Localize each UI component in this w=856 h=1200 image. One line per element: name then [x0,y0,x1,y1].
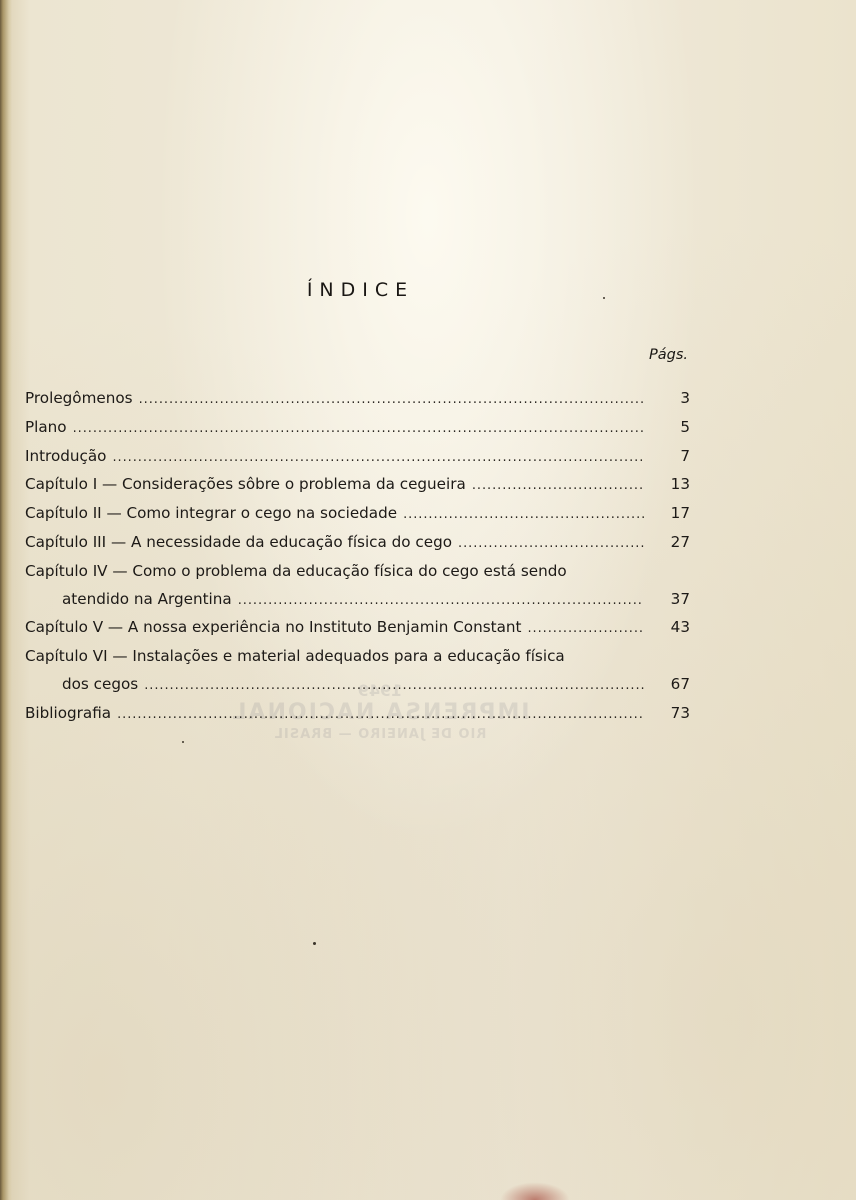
toc-entry-label: Capítulo VI — Instalações e material adequados para a educação física [25,647,565,666]
toc-entry[interactable] [25,414,690,443]
dot-leader [73,415,644,443]
toc-entry-page: 37 [670,589,690,608]
dot-leader [458,530,644,558]
toc-entry-page: 73 [670,703,690,722]
toc-entry-label-continued: dos cegos [62,674,139,693]
toc-entry[interactable] [25,443,690,472]
toc-entry-label: Capítulo I — Considerações sôbre o problema da cegueira [25,475,466,494]
toc-entry-label: Capítulo III — A necessidade da educação física do cego [25,532,453,551]
dot-leader [117,701,644,729]
toc-entry-first-line[interactable] [25,558,690,586]
toc-entry[interactable] [25,385,690,414]
paper-speck [313,942,316,945]
show-through-city: RIO DE JANEIRO — BRASIL [273,727,487,742]
dot-leader [139,386,644,414]
dot-leader [238,587,644,615]
toc-entry-label: Capítulo IV — Como o problema da educação física do cego está sendo [25,561,567,580]
toc-entry-page: 7 [680,446,690,465]
index-title: ÍNDICE [306,279,415,301]
toc-entry-page: 13 [670,475,690,494]
toc-entry-label: Plano [25,417,67,436]
page-binding-edge [0,0,12,1200]
toc-entry-page: 67 [670,674,690,693]
toc-entry[interactable] [25,471,690,500]
toc-entry-page: 5 [680,417,690,436]
toc-entry-label: Bibliografia [25,703,112,722]
toc-entry-page: 3 [680,389,690,407]
toc-entry-page: 27 [670,532,690,551]
toc-entry-continuation[interactable] [25,671,690,700]
toc-entry[interactable] [25,529,690,558]
show-through-year: 1949 [357,681,403,700]
toc-entry-label: Capítulo II — Como integrar o cego na sociedade [25,504,398,523]
dot-leader [144,672,644,700]
pages-column-header: Págs. [649,347,688,363]
dot-leader [527,615,644,643]
toc-entry-label: Prolegômenos [25,389,133,407]
dot-leader [472,472,644,500]
table-of-contents [25,385,690,729]
dot-leader [112,444,644,472]
paper-speck [182,741,184,743]
toc-entry[interactable] [25,614,690,643]
toc-entry-label: Capítulo V — A nossa experiência no Instituto Benjamin Constant [25,618,522,637]
toc-entry-label: Introdução [25,446,107,465]
toc-entry-first-line[interactable] [25,643,690,671]
paper-stain [500,1182,570,1200]
show-through-publisher: IMPRENSA NACIONAL [230,700,530,725]
toc-entry-page: 43 [670,618,690,637]
toc-entry-page: 17 [670,504,690,523]
toc-entry[interactable] [25,700,690,729]
toc-entry[interactable] [25,500,690,529]
toc-entry-label-continued: atendido na Argentina [62,589,232,608]
dot-leader [403,501,644,529]
toc-entry-continuation[interactable] [25,586,690,615]
